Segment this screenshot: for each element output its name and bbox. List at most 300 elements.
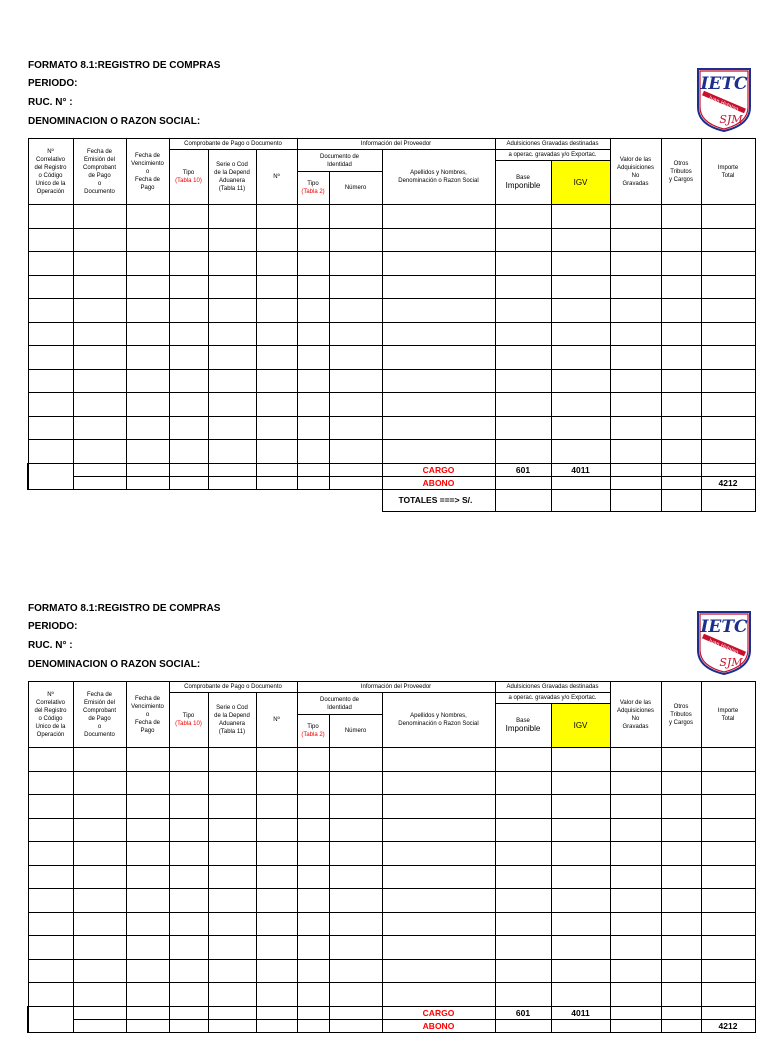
table-row: [28, 252, 755, 276]
table-cell: [208, 865, 256, 889]
table-cell: [208, 252, 256, 276]
table-cell: [495, 865, 551, 889]
table-cell: [551, 865, 610, 889]
table-cell: [256, 865, 297, 889]
col-correlativo-header: Nº Correlativo del Registro o Código Unico de la Operación: [28, 139, 73, 205]
table-cell: [610, 205, 661, 229]
table-cell: [297, 889, 329, 913]
col-otros-header: Otros Tributos y Cargos: [661, 139, 701, 205]
table-cell: [329, 748, 382, 772]
table-cell: [495, 936, 551, 960]
table-row: [28, 889, 755, 913]
table-cell: [495, 748, 551, 772]
table-cell: [256, 322, 297, 346]
table-cell: [382, 440, 495, 464]
table-cell: [610, 416, 661, 440]
table-cell: [610, 983, 661, 1007]
table-cell: [169, 818, 208, 842]
table-cell: [169, 393, 208, 417]
table-cell: [701, 416, 755, 440]
table-cell: [297, 440, 329, 464]
table-cell: [701, 889, 755, 913]
table-cell: [169, 440, 208, 464]
table-row: [28, 842, 755, 866]
table-cell: [610, 393, 661, 417]
table-cell: [495, 771, 551, 795]
table-cell: [73, 369, 126, 393]
table-cell: [126, 393, 169, 417]
table-cell: [661, 275, 701, 299]
table-cell: [208, 842, 256, 866]
table-cell: [126, 818, 169, 842]
table-cell: [256, 936, 297, 960]
table-cell: [126, 369, 169, 393]
table-cell: [329, 795, 382, 819]
table-cell: [126, 959, 169, 983]
table-cell: [256, 416, 297, 440]
svg-text:SJM: SJM: [719, 113, 743, 126]
table-cell: [551, 842, 610, 866]
table-cell: [329, 369, 382, 393]
table-cell: [610, 275, 661, 299]
table-cell: [329, 252, 382, 276]
table-cell: [495, 795, 551, 819]
col-igv-header: IGV: [551, 704, 610, 748]
table-cell: [382, 818, 495, 842]
table-cell: [701, 275, 755, 299]
table-cell: [382, 275, 495, 299]
table-cell: [329, 983, 382, 1007]
cargo-label: CARGO: [382, 1006, 495, 1019]
table-cell: [329, 889, 382, 913]
table-cell: [551, 889, 610, 913]
table-cell: [382, 936, 495, 960]
table-cell: [28, 299, 73, 323]
table-cell: [208, 322, 256, 346]
col-valor-header: Valor de las Adquisiciones No Gravadas: [610, 139, 661, 205]
table-cell: [208, 795, 256, 819]
table-cell: [551, 416, 610, 440]
table-cell: [169, 369, 208, 393]
col-serie-header: Serie o Cod de la Depend Aduanera (Tabla 11): [208, 150, 256, 205]
table-cell: [661, 912, 701, 936]
table-cell: [551, 252, 610, 276]
cargo-igv-value: 4011: [551, 1006, 610, 1019]
table-cell: [256, 252, 297, 276]
table-cell: [329, 912, 382, 936]
table-cell: [28, 440, 73, 464]
table-cell: [297, 818, 329, 842]
abono-importe-value: 4212: [701, 476, 755, 489]
register-form-2: [0, 543, 768, 1063]
table-cell: [661, 748, 701, 772]
table-cell: [661, 393, 701, 417]
col-fecha-emision-header: Fecha de Emisión del Comprobant de Pago o Documento: [73, 682, 126, 748]
table-cell: [297, 771, 329, 795]
table-cell: [208, 393, 256, 417]
table-cell: [28, 393, 73, 417]
table-cell: [701, 322, 755, 346]
table-cell: [297, 936, 329, 960]
abono-importe-value: 4212: [701, 1019, 755, 1032]
table-cell: [661, 771, 701, 795]
table-cell: [73, 865, 126, 889]
table-cell: [382, 228, 495, 252]
table-cell: [28, 936, 73, 960]
table-cell: [495, 228, 551, 252]
table-cell: [701, 795, 755, 819]
table-cell: [126, 771, 169, 795]
svg-text:IETC: IETC: [700, 74, 748, 94]
table-row: [28, 322, 755, 346]
table-cell: [382, 252, 495, 276]
table-row: [28, 936, 755, 960]
col-importe-header: Importe Total: [701, 139, 755, 205]
proveedor-header: Información del Proveedor: [297, 682, 495, 693]
table-row: [28, 795, 755, 819]
svg-text:Juan Hidalgo: Juan Hidalgo: [707, 638, 740, 656]
table-cell: [126, 936, 169, 960]
table-cell: [73, 440, 126, 464]
table-cell: [661, 205, 701, 229]
table-cell: [495, 959, 551, 983]
table-cell: [256, 795, 297, 819]
table-cell: [73, 346, 126, 370]
abono-label: ABONO: [382, 476, 495, 489]
table-cell: [28, 205, 73, 229]
table-cell: [661, 416, 701, 440]
table-row: [28, 748, 755, 772]
table-cell: [329, 959, 382, 983]
col-numero-header: Nº: [256, 693, 297, 748]
table-cell: [495, 369, 551, 393]
table-cell: [256, 440, 297, 464]
table-cell: [28, 983, 73, 1007]
cargo-label: CARGO: [382, 463, 495, 476]
table-cell: [495, 889, 551, 913]
table-cell: [701, 346, 755, 370]
table-cell: [208, 818, 256, 842]
col-otros-header: Otros Tributos y Cargos: [661, 682, 701, 748]
table-cell: [256, 983, 297, 1007]
table-cell: [701, 842, 755, 866]
table-cell: [297, 275, 329, 299]
table-cell: [28, 252, 73, 276]
table-cell: [169, 346, 208, 370]
table-cell: [73, 912, 126, 936]
doc-identidad-header: Documento de Identidad: [297, 150, 382, 172]
table-cell: [382, 369, 495, 393]
table-cell: [382, 748, 495, 772]
razon-social-label: DENOMINACION O RAZON SOCIAL:: [28, 116, 201, 127]
table-cell: [701, 771, 755, 795]
cargo-igv-value: 4011: [551, 463, 610, 476]
table-cell: [495, 983, 551, 1007]
table-cell: [661, 252, 701, 276]
summary-cell: [28, 463, 73, 489]
comprobante-header: Comprobante de Pago o Documento: [169, 682, 297, 693]
table-cell: [495, 818, 551, 842]
periodo-label: PERIODO:: [28, 621, 78, 632]
table-cell: [551, 959, 610, 983]
adquisiciones-header-2: a operac. gravadas y/o Exportac.: [495, 693, 610, 704]
table-cell: [661, 842, 701, 866]
table-cell: [661, 369, 701, 393]
table-cell: [610, 936, 661, 960]
table-cell: [610, 346, 661, 370]
table-cell: [382, 393, 495, 417]
table-cell: [701, 912, 755, 936]
table-cell: [661, 346, 701, 370]
col-tipo-header: Tipo (Tabla 10): [169, 150, 208, 205]
table-cell: [382, 983, 495, 1007]
table-cell: [382, 346, 495, 370]
table-cell: [169, 252, 208, 276]
ruc-label: RUC. N° :: [28, 97, 73, 108]
table-cell: [208, 299, 256, 323]
table-cell: [551, 912, 610, 936]
table-cell: [28, 416, 73, 440]
table-cell: [256, 393, 297, 417]
table-cell: [297, 912, 329, 936]
table-cell: [169, 983, 208, 1007]
table-cell: [661, 322, 701, 346]
table-cell: [495, 440, 551, 464]
table-cell: [256, 299, 297, 323]
table-cell: [126, 865, 169, 889]
table-cell: [551, 818, 610, 842]
table-cell: [256, 842, 297, 866]
table-cell: [297, 346, 329, 370]
table-cell: [329, 842, 382, 866]
table-cell: [208, 983, 256, 1007]
table-cell: [73, 959, 126, 983]
col-doc-numero-header: Número: [329, 172, 382, 205]
table-cell: [661, 795, 701, 819]
purchase-register-table: [27, 138, 756, 512]
table-cell: [126, 275, 169, 299]
table-cell: [661, 889, 701, 913]
table-cell: [610, 252, 661, 276]
table-cell: [28, 889, 73, 913]
table-cell: [610, 771, 661, 795]
table-cell: [329, 275, 382, 299]
table-cell: [256, 771, 297, 795]
table-cell: [126, 228, 169, 252]
table-cell: [126, 440, 169, 464]
adquisiciones-header-2: a operac. gravadas y/o Exportac.: [495, 150, 610, 161]
table-cell: [610, 322, 661, 346]
table-cell: [329, 440, 382, 464]
table-cell: [701, 983, 755, 1007]
table-cell: [126, 795, 169, 819]
table-cell: [208, 416, 256, 440]
table-cell: [28, 346, 73, 370]
col-fecha-emision-header: Fecha de Emisión del Comprobant de Pago o Documento: [73, 139, 126, 205]
table-row: [28, 818, 755, 842]
table-cell: [126, 748, 169, 772]
table-cell: [551, 393, 610, 417]
table-cell: [208, 275, 256, 299]
table-cell: [169, 771, 208, 795]
doc-identidad-header: Documento de Identidad: [297, 693, 382, 715]
table-cell: [169, 795, 208, 819]
table-cell: [661, 228, 701, 252]
table-cell: [169, 912, 208, 936]
table-cell: [28, 818, 73, 842]
table-cell: [701, 936, 755, 960]
form-title: FORMATO 8.1:REGISTRO DE COMPRAS: [28, 60, 221, 71]
table-cell: [661, 440, 701, 464]
table-cell: [169, 842, 208, 866]
table-cell: [28, 795, 73, 819]
table-cell: [28, 322, 73, 346]
table-cell: [73, 205, 126, 229]
table-cell: [169, 748, 208, 772]
table-cell: [73, 983, 126, 1007]
table-cell: [28, 228, 73, 252]
table-cell: [297, 795, 329, 819]
table-cell: [256, 912, 297, 936]
table-cell: [701, 440, 755, 464]
table-cell: [256, 959, 297, 983]
table-cell: [701, 369, 755, 393]
table-cell: [495, 252, 551, 276]
table-cell: [382, 865, 495, 889]
table-cell: [551, 299, 610, 323]
table-cell: [329, 416, 382, 440]
table-row: [28, 865, 755, 889]
razon-social-label: DENOMINACION O RAZON SOCIAL:: [28, 659, 201, 670]
table-cell: [329, 299, 382, 323]
table-cell: [495, 842, 551, 866]
table-cell: [297, 322, 329, 346]
purchase-register-table: [27, 681, 756, 1033]
table-cell: [382, 842, 495, 866]
table-cell: [73, 889, 126, 913]
table-cell: [208, 228, 256, 252]
table-cell: [73, 842, 126, 866]
table-row: [28, 299, 755, 323]
table-cell: [256, 818, 297, 842]
svg-text:IETC: IETC: [700, 617, 748, 637]
col-numero-header: Nº: [256, 150, 297, 205]
school-logo: [695, 610, 753, 676]
col-doc-tipo-header: Tipo (Tabla 2): [297, 715, 329, 748]
table-cell: [701, 818, 755, 842]
table-cell: [329, 228, 382, 252]
table-row: [28, 912, 755, 936]
table-cell: [126, 252, 169, 276]
proveedor-header: Información del Proveedor: [297, 139, 495, 150]
table-cell: [495, 322, 551, 346]
table-cell: [329, 205, 382, 229]
table-cell: [28, 771, 73, 795]
table-cell: [169, 299, 208, 323]
svg-text:Juan Hidalgo: Juan Hidalgo: [707, 95, 740, 113]
table-cell: [551, 346, 610, 370]
table-row: [28, 275, 755, 299]
table-cell: [297, 252, 329, 276]
table-row: [28, 416, 755, 440]
table-cell: [73, 322, 126, 346]
periodo-label: PERIODO:: [28, 78, 78, 89]
table-cell: [610, 440, 661, 464]
table-cell: [329, 771, 382, 795]
table-cell: [297, 416, 329, 440]
svg-text:SJM: SJM: [719, 656, 743, 669]
table-cell: [208, 889, 256, 913]
abono-label: ABONO: [382, 1019, 495, 1032]
table-cell: [73, 228, 126, 252]
table-cell: [495, 393, 551, 417]
table-cell: [208, 912, 256, 936]
table-cell: [28, 369, 73, 393]
table-cell: [382, 205, 495, 229]
table-cell: [256, 275, 297, 299]
table-cell: [329, 346, 382, 370]
table-cell: [126, 322, 169, 346]
table-cell: [495, 299, 551, 323]
table-row: [28, 205, 755, 229]
table-cell: [329, 865, 382, 889]
table-cell: [329, 936, 382, 960]
table-cell: [126, 205, 169, 229]
table-cell: [126, 842, 169, 866]
table-cell: [610, 865, 661, 889]
table-cell: [28, 748, 73, 772]
table-cell: [661, 936, 701, 960]
table-cell: [495, 275, 551, 299]
table-cell: [551, 440, 610, 464]
col-apellidos-header: Apellidos y Nombres, Denominación o Razon Social: [382, 693, 495, 748]
table-cell: [701, 205, 755, 229]
table-cell: [382, 416, 495, 440]
col-igv-header: IGV: [551, 161, 610, 205]
table-cell: [169, 959, 208, 983]
table-cell: [208, 959, 256, 983]
table-cell: [256, 889, 297, 913]
table-cell: [208, 440, 256, 464]
table-cell: [256, 346, 297, 370]
table-cell: [701, 865, 755, 889]
table-cell: [610, 748, 661, 772]
table-cell: [28, 959, 73, 983]
table-row: [28, 369, 755, 393]
table-cell: [256, 228, 297, 252]
table-cell: [661, 818, 701, 842]
table-row: [28, 983, 755, 1007]
table-cell: [610, 889, 661, 913]
col-fecha-venc-header: Fecha de Vencimiento o Fecha de Pago: [126, 682, 169, 748]
table-cell: [169, 416, 208, 440]
table-cell: [297, 393, 329, 417]
col-apellidos-header: Apellidos y Nombres, Denominación o Razon Social: [382, 150, 495, 205]
table-cell: [297, 865, 329, 889]
table-cell: [297, 299, 329, 323]
table-cell: [551, 322, 610, 346]
col-base-header: Base Imponible: [495, 161, 551, 205]
table-cell: [169, 889, 208, 913]
table-cell: [126, 416, 169, 440]
table-cell: [73, 818, 126, 842]
table-cell: [495, 912, 551, 936]
table-row: [28, 346, 755, 370]
col-tipo-header: Tipo (Tabla 10): [169, 693, 208, 748]
table-cell: [610, 299, 661, 323]
table-cell: [495, 205, 551, 229]
table-cell: [73, 416, 126, 440]
